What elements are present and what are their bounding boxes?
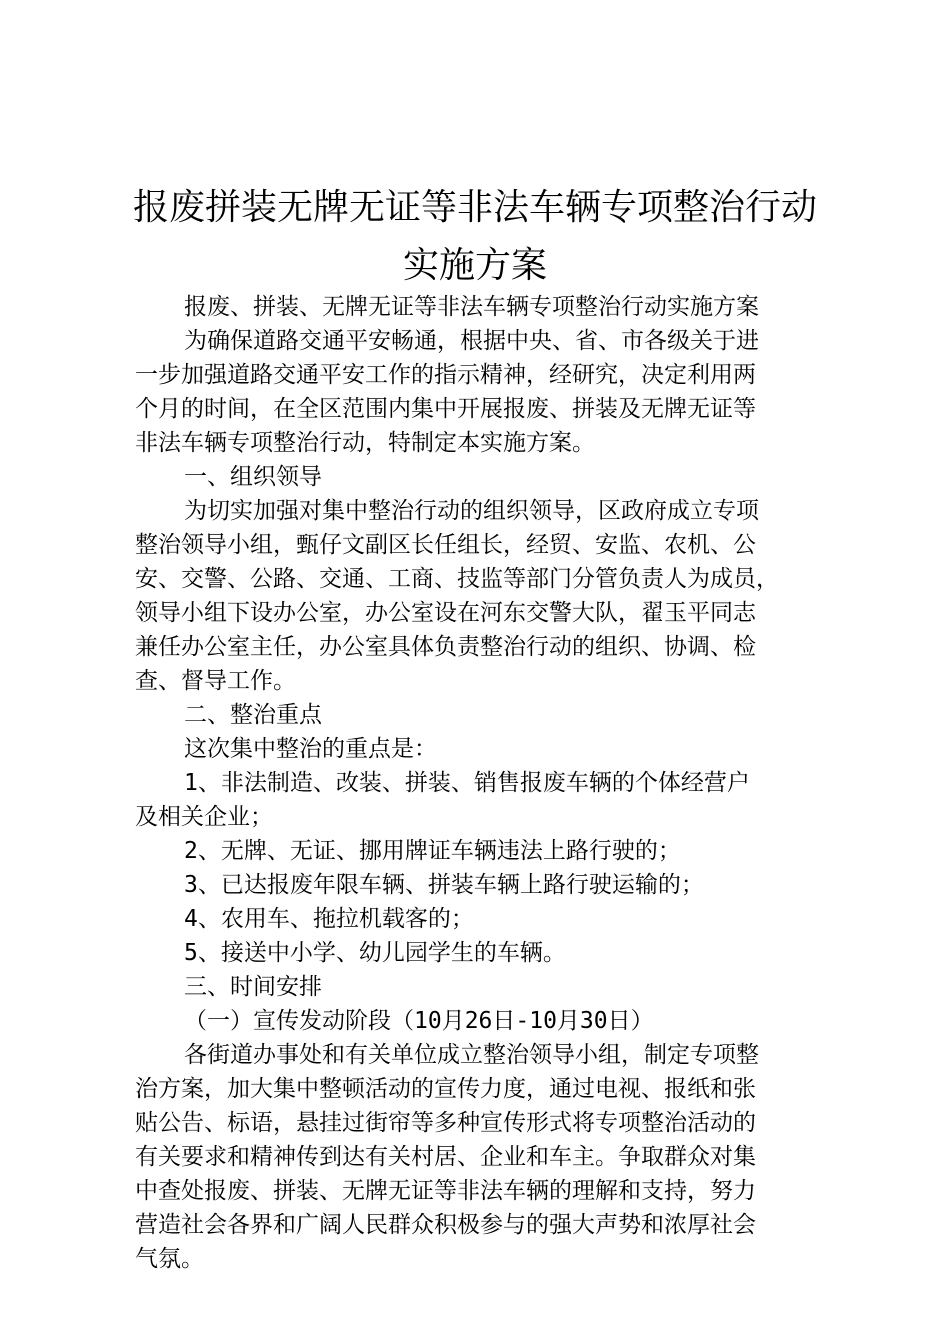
paragraph-line: 安、交警、公路、交通、工商、技监等部门分管负责人为成员， — [135, 566, 779, 592]
paragraph-line: 治方案，加大集中整顿活动的宣传力度，通过电视、报纸和张 — [135, 1076, 756, 1102]
document-title-line-1: 报废拼装无牌无证等非法车辆专项整治行动 — [132, 187, 817, 228]
subsection-heading: （一）宣传发动阶段（10月26日-10月30日） — [184, 1008, 654, 1034]
list-item: 3、已达报废年限车辆、拼装车辆上路行驶运输的； — [184, 872, 704, 898]
list-item: 5、接送中小学、幼儿园学生的车辆。 — [184, 940, 566, 966]
document-body — [135, 290, 825, 1276]
list-item: 4、农用车、拖拉机载客的； — [184, 906, 474, 932]
paragraph-line: 中查处报废、拼装、无牌无证等非法车辆的理解和支持，努力 — [135, 1178, 756, 1204]
paragraph-line: 领导小组下设办公室，办公室设在河东交警大队，翟玉平同志 — [135, 600, 756, 626]
list-item-continuation: 及相关企业； — [135, 804, 273, 830]
paragraph-line: 查、督导工作。 — [135, 668, 296, 694]
paragraph-line: 个月的时间，在全区范围内集中开展报废、拼装及无牌无证等 — [135, 396, 756, 422]
paragraph-line: 各街道办事处和有关单位成立整治领导小组，制定专项整 — [184, 1042, 759, 1068]
list-item: 1、非法制造、改装、拼装、销售报废车辆的个体经营户 — [184, 770, 750, 796]
paragraph-line: 气氛。 — [135, 1246, 204, 1272]
paragraph-line: 为切实加强对集中整治行动的组织领导，区政府成立专项 — [184, 498, 759, 524]
section-heading: 三、时间安排 — [184, 974, 322, 1000]
section-heading: 一、组织领导 — [184, 464, 322, 490]
paragraph-line: 兼任办公室主任，办公室具体负责整治行动的组织、协调、检 — [135, 634, 756, 660]
paragraph-line: 贴公告、标语，悬挂过街帘等多种宣传形式将专项整治活动的 — [135, 1110, 756, 1136]
paragraph-line: 有关要求和精神传到达有关村居、企业和车主。争取群众对集 — [135, 1144, 756, 1170]
paragraph-line: 营造社会各界和广阔人民群众积极参与的强大声势和浓厚社会 — [135, 1212, 756, 1238]
list-item: 2、无牌、无证、挪用牌证车辆违法上路行驶的； — [184, 838, 681, 864]
paragraph-line: 这次集中整治的重点是： — [184, 736, 437, 762]
paragraph-line: 为确保道路交通平安畅通，根据中央、省、市各级关于进 — [184, 328, 759, 354]
paragraph-line-subtitle: 报废、拼装、无牌无证等非法车辆专项整治行动实施方案 — [184, 294, 759, 320]
paragraph-line: 整治领导小组，甄仔文副区长任组长，经贸、安监、农机、公 — [135, 532, 756, 558]
paragraph-line: 一步加强道路交通平安工作的指示精神，经研究，决定利用两 — [135, 362, 756, 388]
paragraph-line: 非法车辆专项整治行动，特制定本实施方案。 — [135, 430, 595, 456]
section-heading: 二、整治重点 — [184, 702, 322, 728]
document-title-line-2: 实施方案 — [402, 245, 547, 286]
